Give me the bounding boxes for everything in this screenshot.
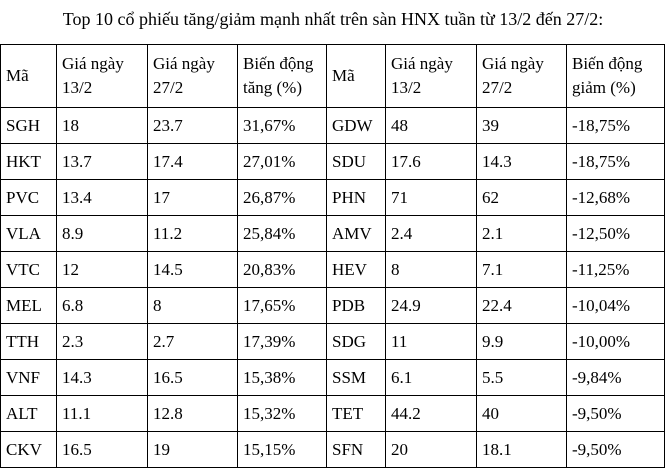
- header-loss-code: Mã: [327, 45, 386, 108]
- header-loss-price-start: Giá ngày 13/2: [386, 45, 477, 108]
- gain-change-cell: 25,84%: [238, 216, 327, 252]
- gain-price-start-cell: 11.1: [57, 396, 148, 432]
- table-row: [1, 324, 665, 360]
- gain-price-end-cell: 17: [148, 180, 238, 216]
- gain-price-start-cell: 14.3: [57, 360, 148, 396]
- gain-price-end-cell: 19: [148, 432, 238, 468]
- gain-change-cell: 17,39%: [238, 324, 327, 360]
- loss-price-end-cell: 62: [477, 180, 567, 216]
- loss-price-start-cell: 48: [386, 108, 477, 144]
- stock-movers-table: [0, 44, 665, 468]
- loss-code-cell: TET: [327, 396, 386, 432]
- loss-change-cell: -11,25%: [567, 252, 665, 288]
- loss-price-start-cell: 24.9: [386, 288, 477, 324]
- table-row: [1, 144, 665, 180]
- loss-price-start-cell: 17.6: [386, 144, 477, 180]
- loss-change-cell: -12,68%: [567, 180, 665, 216]
- loss-code-cell: AMV: [327, 216, 386, 252]
- loss-change-cell: -9,84%: [567, 360, 665, 396]
- gain-change-cell: 27,01%: [238, 144, 327, 180]
- table-row: [1, 288, 665, 324]
- loss-price-end-cell: 9.9: [477, 324, 567, 360]
- gain-change-cell: 26,87%: [238, 180, 327, 216]
- gain-code-cell: SGH: [1, 108, 57, 144]
- gain-price-end-cell: 2.7: [148, 324, 238, 360]
- gain-price-end-cell: 16.5: [148, 360, 238, 396]
- loss-price-end-cell: 2.1: [477, 216, 567, 252]
- loss-price-end-cell: 14.3: [477, 144, 567, 180]
- gain-price-end-cell: 14.5: [148, 252, 238, 288]
- loss-change-cell: -18,75%: [567, 108, 665, 144]
- table-row: [1, 360, 665, 396]
- gain-change-cell: 15,15%: [238, 432, 327, 468]
- gain-price-start-cell: 13.7: [57, 144, 148, 180]
- loss-change-cell: -10,00%: [567, 324, 665, 360]
- loss-price-end-cell: 18.1: [477, 432, 567, 468]
- gain-price-end-cell: 12.8: [148, 396, 238, 432]
- header-gain-code: Mã: [1, 45, 57, 108]
- loss-code-cell: HEV: [327, 252, 386, 288]
- gain-code-cell: VNF: [1, 360, 57, 396]
- loss-price-start-cell: 11: [386, 324, 477, 360]
- gain-price-end-cell: 8: [148, 288, 238, 324]
- loss-code-cell: PHN: [327, 180, 386, 216]
- loss-price-end-cell: 39: [477, 108, 567, 144]
- gain-code-cell: ALT: [1, 396, 57, 432]
- gain-price-start-cell: 12: [57, 252, 148, 288]
- loss-change-cell: -9,50%: [567, 396, 665, 432]
- gain-price-start-cell: 6.8: [57, 288, 148, 324]
- gain-price-start-cell: 13.4: [57, 180, 148, 216]
- loss-price-start-cell: 44.2: [386, 396, 477, 432]
- gain-code-cell: HKT: [1, 144, 57, 180]
- loss-code-cell: PDB: [327, 288, 386, 324]
- loss-price-start-cell: 8: [386, 252, 477, 288]
- loss-code-cell: SFN: [327, 432, 386, 468]
- header-loss-price-end: Giá ngày 27/2: [477, 45, 567, 108]
- loss-change-cell: -9,50%: [567, 432, 665, 468]
- loss-price-end-cell: 22.4: [477, 288, 567, 324]
- gain-change-cell: 15,32%: [238, 396, 327, 432]
- gain-price-start-cell: 18: [57, 108, 148, 144]
- gain-change-cell: 31,67%: [238, 108, 327, 144]
- header-loss-change: Biến động giảm (%): [567, 45, 665, 108]
- loss-change-cell: -12,50%: [567, 216, 665, 252]
- header-gain-change: Biến động tăng (%): [238, 45, 327, 108]
- table-row: [1, 108, 665, 144]
- loss-code-cell: SSM: [327, 360, 386, 396]
- gain-code-cell: CKV: [1, 432, 57, 468]
- loss-price-start-cell: 71: [386, 180, 477, 216]
- document-title: Top 10 cổ phiếu tăng/giảm mạnh nhất trên sàn HNX tuần từ 13/2 đến 27/2:: [62, 9, 604, 29]
- table-row: [1, 432, 665, 468]
- gain-price-end-cell: 23.7: [148, 108, 238, 144]
- gain-change-cell: 20,83%: [238, 252, 327, 288]
- gain-code-cell: TTH: [1, 324, 57, 360]
- gain-code-cell: VTC: [1, 252, 57, 288]
- table-header-row: [1, 45, 665, 108]
- loss-price-end-cell: 7.1: [477, 252, 567, 288]
- loss-change-cell: -10,04%: [567, 288, 665, 324]
- loss-price-start-cell: 6.1: [386, 360, 477, 396]
- table-row: [1, 180, 665, 216]
- loss-code-cell: SDG: [327, 324, 386, 360]
- table-row: [1, 252, 665, 288]
- gain-price-end-cell: 17.4: [148, 144, 238, 180]
- loss-code-cell: SDU: [327, 144, 386, 180]
- header-gain-price-end: Giá ngày 27/2: [148, 45, 238, 108]
- gain-price-start-cell: 16.5: [57, 432, 148, 468]
- table-row: [1, 396, 665, 432]
- gain-price-start-cell: 2.3: [57, 324, 148, 360]
- gain-change-cell: 17,65%: [238, 288, 327, 324]
- loss-price-end-cell: 5.5: [477, 360, 567, 396]
- gain-code-cell: VLA: [1, 216, 57, 252]
- loss-price-start-cell: 2.4: [386, 216, 477, 252]
- gain-code-cell: PVC: [1, 180, 57, 216]
- gain-price-start-cell: 8.9: [57, 216, 148, 252]
- header-gain-price-start: Giá ngày 13/2: [57, 45, 148, 108]
- gain-price-end-cell: 11.2: [148, 216, 238, 252]
- gain-code-cell: MEL: [1, 288, 57, 324]
- loss-price-start-cell: 20: [386, 432, 477, 468]
- loss-change-cell: -18,75%: [567, 144, 665, 180]
- loss-price-end-cell: 40: [477, 396, 567, 432]
- gain-change-cell: 15,38%: [238, 360, 327, 396]
- table-row: [1, 216, 665, 252]
- loss-code-cell: GDW: [327, 108, 386, 144]
